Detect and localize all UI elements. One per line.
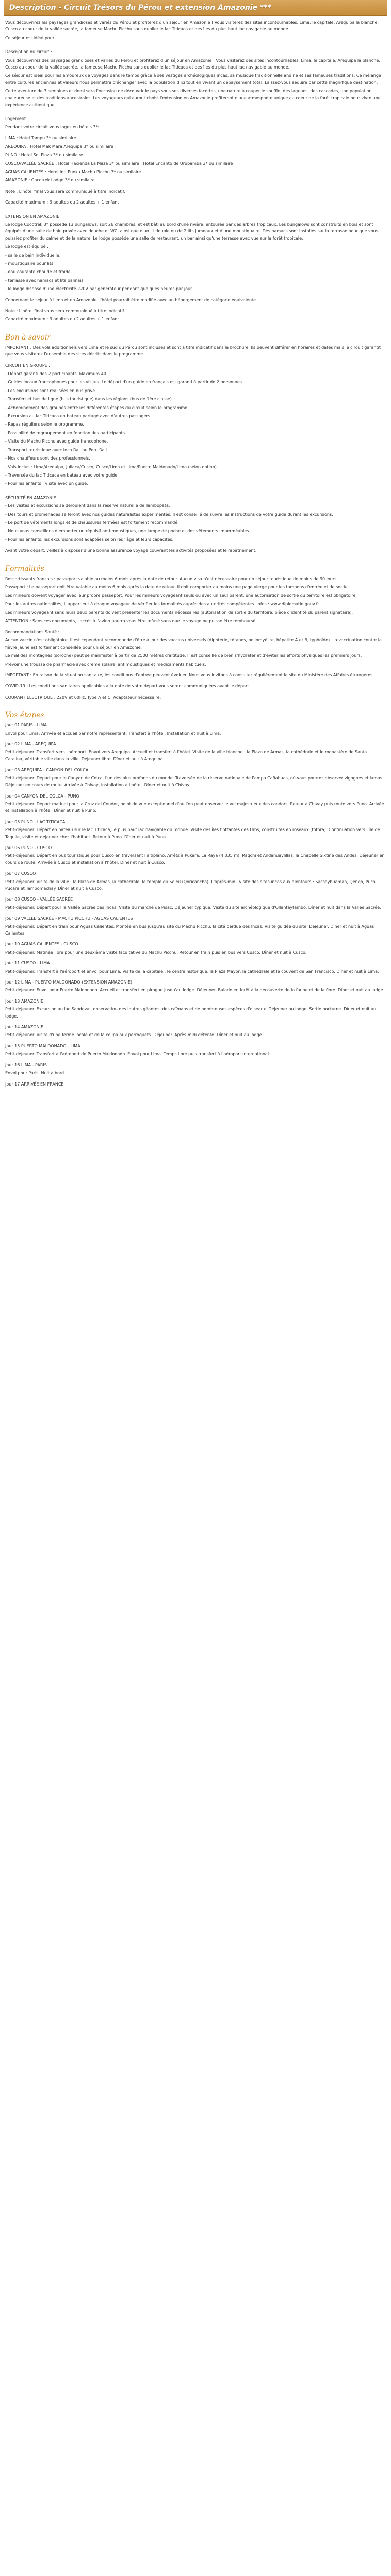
day-title: Jour 07 CUSCO <box>5 871 36 876</box>
bon-a-savoir-heading: Bon à savoir <box>5 333 51 342</box>
day-description: Petit-déjeuner. Matinée libre pour une deuxième visite facultative du Machu Picchu. Retour en train puis en bus vers Cusco. Dîner et nuit à Cusco. <box>5 950 307 955</box>
extension-line: Capacité maximum : 3 adultes ou 2 adultes + 1 enfant <box>5 317 119 322</box>
bon-a-savoir-section <box>5 332 386 487</box>
securite-line: - Pour les enfants, les excursions sont adaptées selon leur âge et leurs capacités. <box>5 537 174 542</box>
logement-line: Pendant votre circuit vous logez en hôtels 3*: <box>5 124 100 129</box>
formalites-line: Le mal des montagnes (soroche) peut se manifester à partir de 2500 mètres d'altitude. Il est conseillé de bien s'hydrater et d'éviter les efforts physiques les premiers jours. <box>5 653 362 658</box>
extension-line: - moustiquaire pour lits <box>5 261 54 266</box>
formalites-heading: Formalités <box>5 564 44 573</box>
formalites-line: ATTENTION : Sans ces documents, l'accès à l'avion pourra vous être refusé sans que le voyage ne puisse être remboursé. <box>5 618 257 623</box>
intro-paragraph: Cette aventure de 3 semaines et demi sera l'occasion de découvrir le pays sous ses diverses facettes, une nature à couper le souffle, des lagunes, des cascades, une population chaleureuse et des traditions ancestrales. Les voyageurs qui auront choisi l'extension en Amazonie profiteront d'une atmosphère unique au coeur de la forêt tropicale pour vivre une expérience authentique. <box>5 89 381 108</box>
day-description: Petit-déjeuner. Départ pour le Canyon de Colca, l'un des plus profonds du monde. Traversée de la réserve nationale de Pampa Cañahuas, où vous pourrez observer vigognes et lamas. Déjeuner en cours de route. Arrivée à Chivay, installation à l'hôtel. Dîner et nuit à Chivay. <box>5 775 384 788</box>
day-description: Petit-déjeuner. Transfert à l'aéroport de Puerto Maldonado. Envol pour Lima. Temps libre puis transfert à l'aéroport international. <box>5 1052 270 1057</box>
day-title: Jour 10 AGUAS CALIENTES - CUSCO <box>5 942 78 947</box>
formalites-line: COVID-19 : Les conditions sanitaires applicables à la date de votre départ vous seront communiquées avant le départ. <box>5 684 250 689</box>
day-title: Jour 06 PUNO - CUSCO <box>5 845 52 850</box>
bon-a-savoir-line: - Repas réguliers selon le programme. <box>5 422 84 427</box>
formalites-line: Pour les autres nationalités, il appartient à chaque voyageur de vérifier les formalités auprès des autorités compétentes. Infos : www.diplomatie.gouv.fr <box>5 601 319 606</box>
day-title: Jour 15 PUERTO MALDONADO - LIMA <box>5 1043 80 1048</box>
day-title: Jour 04 CANYON DEL COLCA - PUNO <box>5 793 79 799</box>
bon-a-savoir-line: - Pour les enfants : visite avec un guide. <box>5 481 88 486</box>
extension-line: - salle de bain individuelle, <box>5 252 61 258</box>
logement-line: CUSCO/VALLÉE SACRÉE : Hotel Hacienda La Maza 3* ou similaire ; Hotel Encanto de Urubamba 3* ou similaire <box>5 161 233 166</box>
formalites-line: Recommandations Santé : <box>5 630 60 634</box>
formalites-line: Passeport : Le passeport doit être valable au moins 6 mois après la date de retour. Il doit comporter au moins une page vierge pour les tampons d'entrée et de sortie. <box>5 584 349 589</box>
logement-line: PUNO : Hotel Sol Plaza 3* ou similaire <box>5 152 83 158</box>
formalites-line: IMPORTANT : En raison de la situation sanitaire, les conditions d'entrée peuvent évoluer. Nous vous invitons à consulter régulièrement le site du Ministère des Affaires étrangères. <box>5 673 374 678</box>
day-title: Jour 03 AREQUIPA - CANYON DEL COLCA <box>5 768 89 773</box>
logement-line: Note : L'hôtel final vous sera communiqué à titre indicatif. <box>5 189 125 194</box>
bon-a-savoir-line: - Transfert et bus de ligne (bus touristique) dans les régions (bus de 1ère classe). <box>5 397 173 402</box>
day-description: Envol pour Paris. Nuit à bord. <box>5 1071 66 1076</box>
bon-a-savoir-line: - Traversée du lac Titicaca en bateau avec votre guide. <box>5 472 119 478</box>
extension-line: - le lodge dispose d'une électricité 220V par générateur pendant quelques heures par jour. <box>5 286 193 292</box>
extension-line: Le lodge est équipé : <box>5 244 48 249</box>
formalites-line: Les mineurs doivent voyager avec leur propre passeport. Pour les mineurs voyageant seuls ou avec un seul parent, une autorisation de sortie du territoire est obligatoire. <box>5 593 357 598</box>
bon-a-savoir-line: - Visite du Machu Picchu avec guide francophone. <box>5 439 108 444</box>
day-description: Petit-déjeuner. Transfert vers l'aéroport. Envol vers Arequipa. Accueil et transfert à l'hôtel. Visite de la ville blanche : la Plaza de Armas, la cathédrale et le monastère de Santa Catalina, véritable ville dans la ville. Déjeuner libre. Dîner et nuit à Arequipa. <box>5 750 367 761</box>
logement-line: LIMA : Hotel Tampu 3* ou similaire <box>5 135 76 141</box>
intro-paragraph: Ce séjour est idéal pour les amoureux de voyages dans le temps grâce à ses vestiges archéologiques incas, sa musique traditionnelle andine et ses fameuses traditions. Ce mélange entre cultures anciennes et valeurs nous permettra d'échanger avec la population d'ici tout en vivant un dépaysement total. Laissez-vous séduire par cette magnifique destination. <box>5 73 381 85</box>
logement-line: AMAZONIE : Cocotrek Lodge 3* ou similaire <box>5 178 95 183</box>
formalites-section <box>5 564 386 701</box>
bon-a-savoir-line: - Départ garanti dès 2 participants. Maximum 40. <box>5 371 108 377</box>
day-description: Petit-déjeuner. Excursion au lac Sandoval, observation des loutres géantes, des caïmans et de nombreuses espèces d'oiseaux. Déjeuner au lodge. Sortie nocturne. Dîner et nuit au lodge. <box>5 1007 377 1019</box>
formalites-line: Aucun vaccin n'est obligatoire. Il est cependant recommandé d'être à jour des vaccins universels (diphtérie, tétanos, poliomyélite, hépatite A et B, typhoïde). La vaccination contre la fièvre jaune est fortement conseillée pour un séjour en Amazonie. <box>5 638 382 650</box>
bon-a-savoir-line: - Acheminement des groupes entre les différentes étapes du circuit selon le programme. <box>5 405 189 410</box>
extension-line: Concernant le séjour à Lima et en Amazonie, l'hôtel pourrait être modifié avec un hébergement de catégorie équivalente. <box>5 297 257 302</box>
day-title: Jour 13 AMAZONIE <box>5 998 43 1004</box>
day-description: Petit-déjeuner. Départ en train pour Aguas Calientes. Montée en bus jusqu'au site du Machu Picchu, la cité perdue des Incas. Visite guidée du site. Déjeuner. Dîner et nuit à Aguas Calientes. <box>5 924 374 936</box>
day-description: Petit-déjeuner. Départ matinal pour la Cruz del Condor, point de vue exceptionnel d'où l'on peut observer le vol majestueux des condors. Retour à Chivay puis route vers Puno. Arrivée et installation à l'hôtel. Dîner et nuit à Puno. <box>5 801 384 814</box>
extension-heading: EXTENSION EN AMAZONIE <box>5 214 60 219</box>
day-title: Jour 05 PUNO - LAC TITICACA <box>5 819 66 824</box>
intro-paragraph: Ce séjour est idéal pour ... <box>5 35 60 40</box>
securite-line: Avant votre départ, veillez à disposer d'une bonne assurance voyage couvrant les activités proposées et le rapatriement. <box>5 548 257 553</box>
bon-a-savoir-line: - Vols inclus : Lima/Arequipa, Juliaca/Cusco, Cusco/Lima et Lima/Puerto Maldonado/Lima (selon option). <box>5 464 218 469</box>
bon-a-savoir-line: - Transport touristique avec Inca Rail ou Peru Rail. <box>5 447 108 452</box>
day-title: Jour 01 PARIS - LIMA <box>5 723 47 728</box>
extension-line: - eau courante chaude et froide <box>5 269 71 275</box>
logement-heading: Logement <box>5 116 26 122</box>
bon-a-savoir-line: IMPORTANT : Des vols additionnels vers Lima et le sud du Pérou sont incluses et sont à titre indicatif dans la brochure. Ils peuvent différer en horaires et dates mais le circuit garantit que vous visiterez l'ensemble des sites décrits dans le programme. <box>5 345 381 357</box>
bon-a-savoir-line: - Possibilité de regroupement en fonction des participants. <box>5 430 126 435</box>
day-description: Envol pour Lima. Arrivée et accueil par notre représentant. Transfert à l'hôtel. Installation et nuit à Lima. <box>5 731 221 736</box>
securite-line: - Des tours et promenades se feront avec nos guides naturalistes expérimentés. Il est conseillé de suivre les instructions de votre guide durant les excursions. <box>5 512 333 517</box>
securite-line: - Le port de vêtements longs et de chaussures fermées est fortement recommandé. <box>5 520 179 525</box>
extension-section <box>5 213 386 323</box>
extension-line: Note : L'hôtel final vous sera communiqué à titre indicatif. <box>5 309 125 313</box>
day-description: Petit-déjeuner. Envol pour Puerto Maldonado. Accueil et transfert en pirogue jusqu'au lodge. Déjeuner. Balade en forêt à la découverte de la faune et de la flore. Dîner et nuit au lodge. <box>5 988 385 993</box>
intro-subheading: Description du circuit : <box>5 49 52 55</box>
day-title: Jour 17 ARRIVÉE EN FRANCE <box>5 1081 64 1087</box>
day-description: Petit-déjeuner. Visite de la ville : la Plaza de Armas, la cathédrale, le temple du Soleil (Qoricancha). L'après-midi, visite des sites incas aux alentours : Sacsayhuaman, Qenqo, Puca Pucara et Tambomachay. Dîner et nuit à Cusco. <box>5 879 376 891</box>
intro-paragraph: Vous découvrirez des paysages grandioses et variés du Pérou et profiterez d'un séjour en Amazonie ! Vous visiterez des sites incontournables, Lima, le capitale, Arequipa la blanche, Cusco au coeur de la vallée sacrée, la fameuse Machu Picchu sans oublier le lac Titicaca et des îles du plus haut lac navigable au monde. <box>5 58 380 70</box>
intro-section <box>5 19 386 108</box>
day-title: Jour 09 VALLÉE SACRÉE - MACHU PICCHU - AGUAS CALIENTES <box>5 916 133 921</box>
bon-a-savoir-line: - Les excursions sont réalisées en bus privé. <box>5 388 96 393</box>
day-title: Jour 08 CUSCO - VALLÉE SACRÉE <box>5 897 73 902</box>
day-title: Jour 12 LIMA - PUERTO MALDONADO (EXTENSION AMAZONIE) <box>5 980 133 985</box>
day-description: Petit-déjeuner. Transfert à l'aéroport et envol pour Lima. Visite de la capitale : le centre historique, la Plaza Mayor, la cathédrale et le couvent de San Francisco. Dîner et nuit à Lima. <box>5 969 379 974</box>
day-description: Petit-déjeuner. Départ pour la Vallée Sacrée des Incas. Visite du marché de Pisac. Déjeuner typique. Visite du site archéologique d'Ollantaytambo. Dîner et nuit dans la Vallée Sacrée. <box>5 905 381 910</box>
day-description: Petit-déjeuner. Départ en bus touristique pour Cusco en traversant l'altiplano. Arrêts à Pukara, La Raya (4 335 m), Raqchi et Andahuaylillas, la Chapelle Sixtine des Andes. Déjeuner en cours de route. Arrivée à Cusco et installation à l'hôtel. Dîner et nuit à Cusco. <box>5 853 385 865</box>
page-title: Description - Circuit Trésors du Pérou et extension Amazonie *** <box>4 0 387 16</box>
extension-line: - terrasse avec hamacs et lits balinais <box>5 278 84 283</box>
bon-a-savoir-line: CIRCUIT EN GROUPE : <box>5 363 50 368</box>
extension-line: Le lodge Cocotrek 3* possède 13 bungalows, soit 26 chambres, et est bâti au bord d'une rivière, entourée par des arbres tropicaux. Les bungalows sont construits en bois et sont équipés d'une salle de bain privée avec douche et WC, ainsi que d'un lit double ou de 2 lits jumeaux et d'une moustiquaire. Des hamacs sont installés sur la terrasse pour que vous puissiez profiter du calme et de la nature. Le lodge possède une salle de restaurant, un bar ainsi qu'une terrasse avec vue sur la forêt tropicale. <box>5 222 378 241</box>
securite-line: - Nous vous conseillons d'emporter un répulsif anti-moustiques, une lampe de poche et des vêtements imperméables. <box>5 529 250 534</box>
bon-a-savoir-line: - Excursion au lac Titicaca en bateau partagé avec d'autres passagers. <box>5 414 152 419</box>
page <box>0 0 391 1094</box>
logement-line: AGUAS CALIENTES : Hotel Inti Punku Machu Picchu 3* ou similaire <box>5 169 141 174</box>
bon-a-savoir-line: - Guides locaux francophones pour les visites. Le départ d'un guide en français est garanti à partir de 2 personnes. <box>5 380 243 385</box>
day-title: Jour 16 LIMA - PARIS <box>5 1062 47 1067</box>
formalites-line: Prévoir une trousse de pharmacie avec crème solaire, antimoustiques et médicaments habituels. <box>5 662 206 667</box>
itinerary-section <box>5 710 386 1088</box>
formalites-line: Les mineurs voyageant sans leurs deux parents doivent présenter les documents nécessaires (autorisation de sortie du territoire, pièce d'identité du parent signataire). <box>5 610 353 615</box>
day-description: Petit-déjeuner. Départ en bateau sur le lac Titicaca, le plus haut lac navigable du monde. Visite des îles flottantes des Uros, construites en roseaux (totora). Continuation vers l'île de Taquile, visite et déjeuner chez l'habitant. Retour à Puno. Dîner et nuit à Puno. <box>5 827 380 839</box>
securite-line: - Les visites et excursions se déroulent dans la réserve naturelle de Tambopata. <box>5 503 170 509</box>
bon-a-savoir-line: - Nos chauffeurs sont des professionnels. <box>5 456 90 461</box>
main-content <box>0 16 391 1094</box>
logement-section <box>5 115 386 206</box>
day-title: Jour 11 CUSCO - LIMA <box>5 961 50 966</box>
day-title: Jour 14 AMAZONIE <box>5 1025 43 1030</box>
intro-paragraph: Vous découvrirez les paysages grandioses et variés du Pérou et profiterez d'un séjour en Amazonie ! Vous visiterez des sites incontournables, Lima, le capitale, Arequipa la blanche, Cusco au coeur de la vallée sacrée, la fameuse Machu Picchu sans oublier le lac Titicaca et des îles du plus haut lac navigable au monde. <box>5 20 379 32</box>
logement-line: AREQUIPA : Hotel Mak Mara Arequipa 3* ou similaire <box>5 144 113 149</box>
day-description: Petit-déjeuner. Visite d'une ferme locale et de la collpa aux perroquets. Déjeuner. Après-midi détente. Dîner et nuit au lodge. <box>5 1032 264 1038</box>
logement-line: Capacité maximum : 3 adultes ou 2 adultes + 1 enfant <box>5 200 119 205</box>
itinerary-heading: Vos étapes <box>5 711 44 720</box>
securite-heading: SÉCURITÉ EN AMAZONIE <box>5 495 56 500</box>
securite-section <box>5 495 386 554</box>
formalites-line: Ressortissants français : passeport valable au moins 6 mois après la date de retour. Aucun visa n'est nécessaire pour un séjour touristique de moins de 90 jours. <box>5 576 338 581</box>
day-title: Jour 02 LIMA - AREQUIPA <box>5 742 56 747</box>
formalites-line: COURANT ÉLECTRIQUE : 220V et 60Hz. Type A et C. Adaptateur nécessaire. <box>5 694 161 700</box>
